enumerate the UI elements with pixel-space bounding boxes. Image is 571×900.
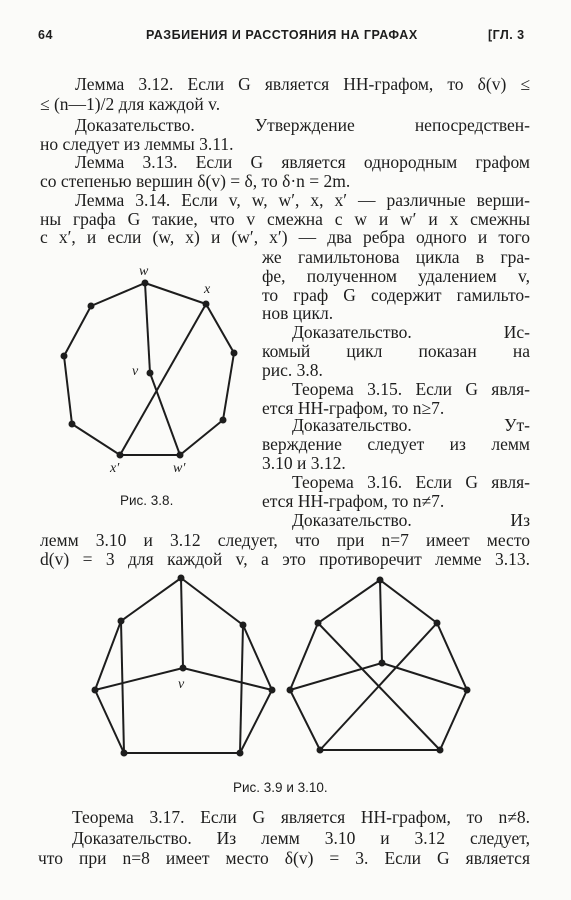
text-line: же гамильтонова цикла в гра- [262,247,530,267]
text-line: Теорема 3.15. Если G явля- [292,379,530,399]
text-line: со степенью вершин δ(v) = δ, то δ·n = 2m. [40,171,351,191]
vertex-label-v: v [132,364,139,379]
vertex-label-w: w [139,264,149,279]
text-line: Лемма 3.12. Если G является НН-графом, то δ(v) ≤ [75,74,530,94]
text-line: но следует из леммы 3.11. [40,134,234,154]
text-line: ≤ (n—1)/2 для каждой v. [40,94,221,114]
vertex-label-v: v [178,677,185,692]
text-line: нов цикл. [262,303,334,323]
chapter-marker: [ГЛ. 3 [488,28,525,42]
vertex-label-w-prime: w′ [173,461,186,476]
text-line: фе, полученном удалением v, [262,266,530,286]
vertex-label-x-prime: x′ [110,461,120,476]
text-line: комый цикл показан на [262,341,530,361]
text-line: Лемма 3.13. Если G является однородным графом [75,152,530,172]
text-line: 3.10 и 3.12. [262,453,346,473]
text-line: d(v) = 3 для каждой v, а это противоречит лемме 3.13. [40,549,530,569]
text-line: Лемма 3.14. Если v, w, w′, x, x′ — различные верши- [75,190,530,210]
text-line: Доказательство. Из лемм 3.10 и 3.12 следует, [72,828,530,848]
text-line: Доказательство. Ис- [292,322,530,342]
text-line: Доказательство. Из [292,510,530,530]
text-line: с x′, и если (w, x) и (w′, x′) — два ребра одного и того [40,227,530,247]
text-line: верждение следует из лемм [262,434,530,454]
vertex-label-x: x [204,282,211,297]
text-line: ется НН-графом, то n≥7. [262,398,445,418]
text-line: Доказательство. Утверждение непосредствен- [75,115,530,135]
page-number: 64 [38,28,53,42]
running-title: РАЗБИЕНИЯ И РАССТОЯНИЯ НА ГРАФАХ [146,28,418,42]
text-line: то граф G содержит гамильто- [262,285,530,305]
text-line: Теорема 3.16. Если G явля- [292,472,530,492]
figure-caption: Рис. 3.8. [120,493,174,508]
text-line: Теорема 3.17. Если G является НН-графом, то n≠8. [72,807,530,827]
text-line: что при n=8 имеет место δ(v) = 3. Если G является [38,848,530,868]
text-line: рис. 3.8. [262,360,323,380]
figure-3-10 [290,580,467,750]
text-line: Доказательство. Ут- [292,415,530,435]
text-line: лемм 3.10 и 3.12 следует, что при n=7 имеет место [40,530,530,550]
figure-caption: Рис. 3.9 и 3.10. [233,780,328,795]
text-line: ется НН-графом, то n≠7. [262,491,445,511]
text-line: ны графа G такие, что v смежна с w и w′ и x смежны [40,209,530,229]
